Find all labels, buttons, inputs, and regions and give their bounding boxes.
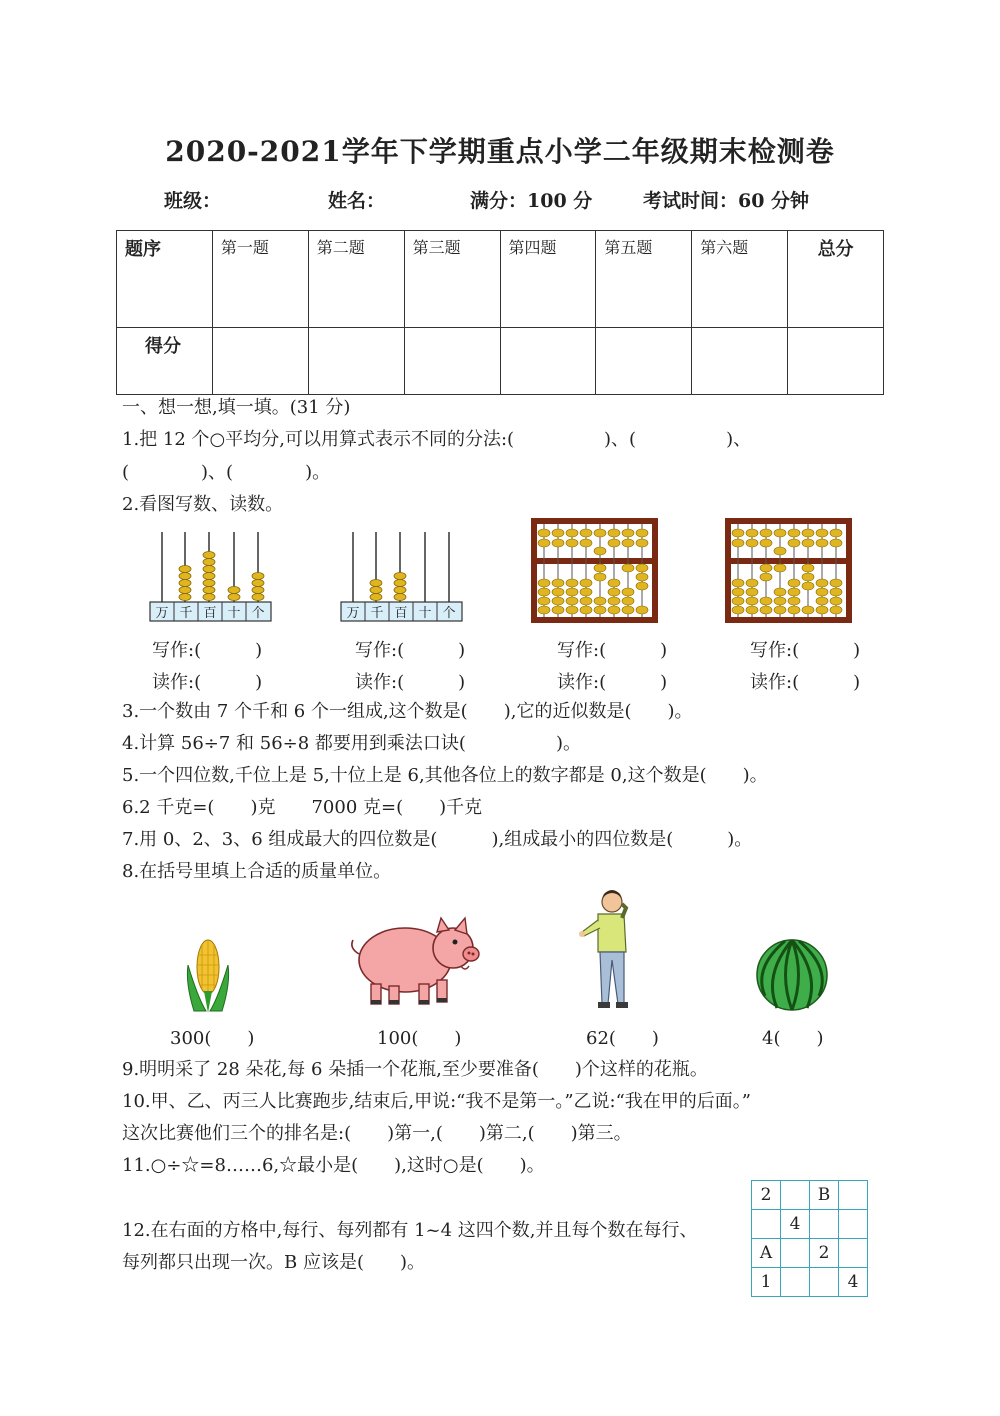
question-12-line2: 每列都只出现一次。B 应该是( )。	[122, 1252, 425, 1273]
grid-cell[interactable]	[839, 1181, 868, 1210]
score-header-cell: 总分	[788, 231, 884, 328]
score-header-cell: 第一题	[212, 231, 308, 328]
score-cell[interactable]	[788, 328, 884, 395]
question-5: 5.一个四位数,千位上是 5,十位上是 6,其他各位上的数字都是 0,这个数是( )。	[122, 765, 768, 786]
grid-cell[interactable]	[781, 1268, 810, 1297]
read-blank[interactable]: 读作:( )	[557, 672, 668, 693]
score-table	[116, 230, 884, 395]
grid-cell[interactable]: 4	[839, 1268, 868, 1297]
grid-cell[interactable]: 4	[781, 1210, 810, 1239]
score-cell[interactable]	[692, 328, 788, 395]
place-label: 千	[370, 606, 384, 621]
read-blank[interactable]: 读作:( )	[152, 672, 263, 693]
question-11: 11.○÷☆=8……6,☆最小是( ),这时○是( )。	[122, 1155, 545, 1176]
mass-blank[interactable]: 4( )	[762, 1028, 824, 1049]
write-blank[interactable]: 写作:( )	[750, 640, 861, 661]
grid-cell[interactable]	[839, 1210, 868, 1239]
place-label: 个	[442, 606, 456, 621]
class-label: 班级：	[164, 190, 222, 212]
abacus-1-image	[534, 521, 655, 620]
place-label: 百	[394, 606, 408, 621]
question-10-line2: 这次比赛他们三个的排名是:( )第一,( )第二,( )第三。	[122, 1123, 632, 1144]
grid-cell[interactable]	[839, 1239, 868, 1268]
place-label: 十	[227, 606, 241, 621]
page-title: 2020-2021学年下学期重点小学二年级期末检测卷	[165, 135, 835, 168]
score-header-cell: 第二题	[308, 231, 404, 328]
watermelon-icon	[755, 938, 829, 1012]
name-label: 姓名：	[328, 190, 386, 212]
write-blank[interactable]: 写作:( )	[557, 640, 668, 661]
question-1-line2: ( )、( )。	[122, 462, 331, 483]
question-7: 7.用 0、2、3、6 组成最大的四位数是( ),组成最小的四位数是( )。	[122, 829, 753, 850]
place-label: 千	[179, 606, 193, 621]
counter-2-image	[341, 528, 463, 624]
man-icon	[576, 888, 642, 1012]
mass-blank[interactable]: 300( )	[170, 1028, 255, 1049]
score-header-cell: 第三题	[404, 231, 500, 328]
pig-icon	[345, 910, 485, 1010]
grid-cell[interactable]: 1	[752, 1268, 781, 1297]
grid-cell[interactable]: B	[810, 1181, 839, 1210]
score-cell[interactable]	[596, 328, 692, 395]
question-3: 3.一个数由 7 个千和 6 个一组成,这个数是( ),它的近似数是( )。	[122, 701, 693, 722]
write-blank[interactable]: 写作:( )	[152, 640, 263, 661]
section-heading: 一、想一想,填一填。(31 分)	[122, 397, 351, 418]
place-label: 万	[155, 606, 169, 621]
place-label: 百	[203, 606, 217, 621]
grid-cell[interactable]	[752, 1210, 781, 1239]
mass-blank[interactable]: 100( )	[377, 1028, 462, 1049]
question-2: 2.看图写数、读数。	[122, 494, 284, 515]
question-12-line1: 12.在右面的方格中,每行、每列都有 1~4 这四个数,并且每个数在每行、	[122, 1220, 698, 1241]
score-cell[interactable]	[404, 328, 500, 395]
score-header-cell: 第五题	[596, 231, 692, 328]
write-blank[interactable]: 写作:( )	[355, 640, 466, 661]
grid-cell[interactable]: 2	[752, 1181, 781, 1210]
question-9: 9.明明采了 28 朵花,每 6 朵插一个花瓶,至少要准备( )个这样的花瓶。	[122, 1059, 708, 1080]
score-header-cell: 题序	[117, 231, 213, 328]
grid-cell[interactable]: 2	[810, 1239, 839, 1268]
grid-cell[interactable]	[781, 1181, 810, 1210]
score-cell[interactable]	[500, 328, 596, 395]
score-cell[interactable]	[212, 328, 308, 395]
question-8: 8.在括号里填上合适的质量单位。	[122, 861, 392, 882]
corn-icon	[184, 935, 232, 1015]
grid-cell[interactable]	[810, 1210, 839, 1239]
full-score: 满分：100 分	[470, 190, 593, 212]
read-blank[interactable]: 读作:( )	[355, 672, 466, 693]
question-1-line1: 1.把 12 个○平均分,可以用算式表示不同的分法:( )、( )、	[122, 429, 752, 450]
grid-cell[interactable]	[781, 1239, 810, 1268]
mass-blank[interactable]: 62( )	[586, 1028, 659, 1049]
abacus-2-image	[728, 521, 849, 620]
read-blank[interactable]: 读作:( )	[750, 672, 861, 693]
question-6: 6.2 千克=( )克 7000 克=( )千克	[122, 797, 483, 818]
grid-cell[interactable]: A	[752, 1239, 781, 1268]
counter-1-image	[150, 528, 272, 624]
question-4: 4.计算 56÷7 和 56÷8 都要用到乘法口诀( )。	[122, 733, 581, 754]
score-header-cell: 第六题	[692, 231, 788, 328]
score-header-cell: 第四题	[500, 231, 596, 328]
place-label: 个	[251, 606, 265, 621]
place-label: 万	[346, 606, 360, 621]
grid-cell[interactable]	[810, 1268, 839, 1297]
number-grid	[751, 1180, 868, 1297]
exam-time: 考试时间：60 分钟	[643, 190, 810, 212]
place-label: 十	[418, 606, 432, 621]
score-cell[interactable]	[308, 328, 404, 395]
question-10-line1: 10.甲、乙、丙三人比赛跑步,结束后,甲说:“我不是第一。”乙说:“我在甲的后面。”	[122, 1091, 752, 1112]
score-row-label: 得分	[117, 328, 213, 395]
